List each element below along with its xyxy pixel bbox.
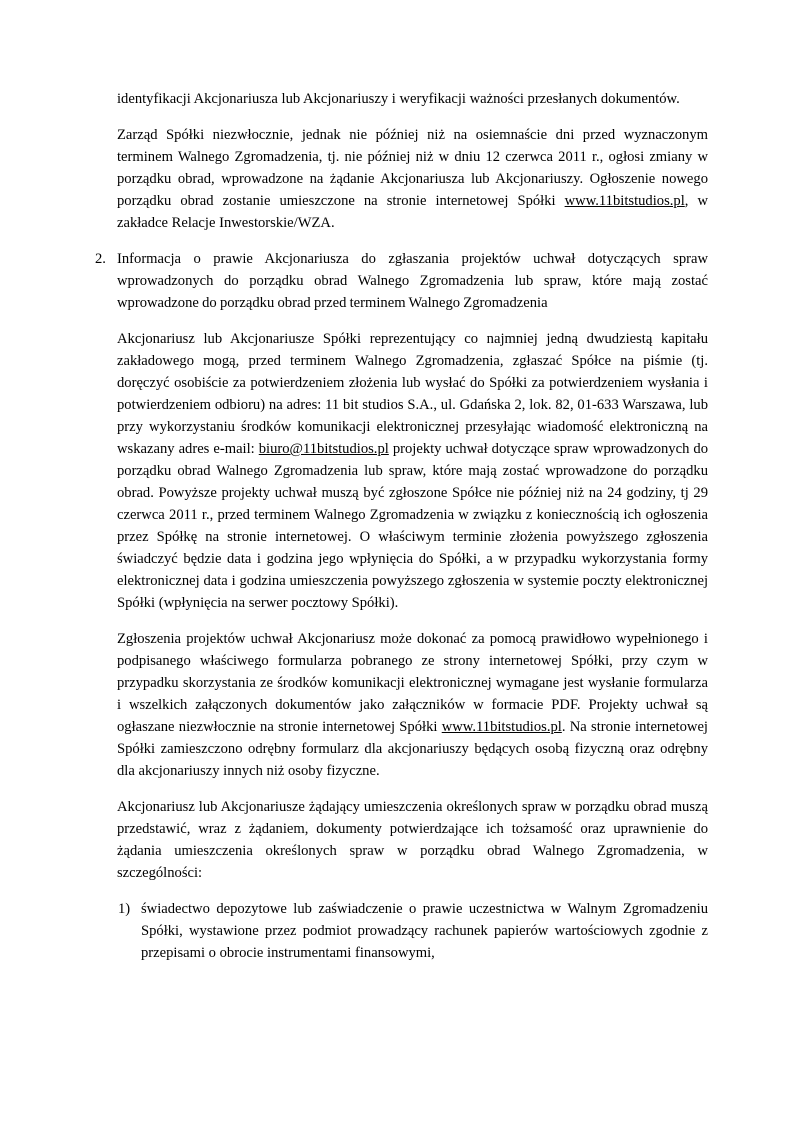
- numbered-item-2: [95, 248, 708, 314]
- paragraph-text-part-2: , w zakładce Relacje Inwestorskie/WZA.: [117, 193, 708, 231]
- paragraph-zgloszenia-projektow: [117, 628, 708, 782]
- paragraph-text-part-1: Akcjonariusz lub Akcjonariusze Spółki reprezentujący co najmniej jedną dwudziestą kapitału zakładowego mogą, przed terminem Walnego Zgromadzenia, zgłaszać Spółce na piśmie (tj. doręczyć osobiście za potwierdzeniem złożenia lub wysłać do Spółki za potwierdzeniem wysłania i potwierdzeniem odbioru) na adres: 11 bit studios S.A., ul. Gdańska 2, lok. 82, 01-633 Warszawa, lub przy wykorzystaniu środków komunikacji elektronicznej przesyłając wiadomość elektroniczną na wskazany adres e-mail:: [117, 331, 708, 457]
- list-marker: 2.: [95, 251, 106, 267]
- link-website-11bitstudios[interactable]: www.11bitstudios.pl: [564, 193, 685, 209]
- sub-item-1: [118, 898, 708, 964]
- paragraph-zarzad-spolki: [117, 124, 708, 234]
- link-email-biuro[interactable]: biuro@11bitstudios.pl: [258, 441, 389, 457]
- numbered-item-text: Informacja o prawie Akcjonariusza do zgłaszania projektów uchwał dotyczących spraw wprowadzonych do porządku obrad Walnego Zgromadzenia lub spraw, które mają zostać wprowadzone do porządku obrad przed terminem Walnego Zgromadzenia: [117, 251, 708, 311]
- document-body: [95, 88, 708, 964]
- paragraph-zadajacy-umieszczenia: [117, 796, 708, 884]
- paragraph-text-part-2: . Na stronie internetowej Spółki zamieszczono odrębny formularz dla akcjonariuszy będących osobą fizyczną oraz odrębny dla akcjonariuszy innych niż osoby fizyczne.: [117, 719, 708, 779]
- paragraph-identyfikacja: [117, 88, 708, 110]
- list-marker: 1): [118, 901, 131, 917]
- link-website-11bitstudios-2[interactable]: www.11bitstudios.pl: [441, 719, 562, 735]
- paragraph-text-part-1: Zgłoszenia projektów uchwał Akcjonariusz może dokonać za pomocą prawidłowo wypełnionego i podpisanego właściwego formularza pobranego ze strony internetowej Spółki, przy czym w przypadku skorzystania ze środków komunikacji elektronicznej wymagane jest wysłanie formularza i wszelkich załączonych dokumentów jako załączników w formacie PDF. Projekty uchwał są ogłaszane niezwłocznie na stronie internetowej Spółki: [117, 631, 708, 735]
- sub-item-text: świadectwo depozytowe lub zaświadczenie o prawie uczestnictwa w Walnym Zgromadzeniu Spółki, wystawione przez podmiot prowadzący rachunek papierów wartościowych zgodnie z przepisami o obrocie instrumentami finansowymi,: [141, 901, 708, 961]
- paragraph-text-part-1: Zarząd Spółki niezwłocznie, jednak nie później niż na osiemnaście dni przed wyznaczonym terminem Walnego Zgromadzenia, tj. nie później niż w dniu 12 czerwca 2011 r., ogłosi zmiany w porządku obrad, wprowadzone na żądanie Akcjonariusza lub Akcjonariuszy. Ogłoszenie nowego porządku obrad zostanie umieszczone na stronie internetowej Spółki: [117, 127, 708, 209]
- paragraph-text: identyfikacji Akcjonariusza lub Akcjonariuszy i weryfikacji ważności przesłanych dokumentów.: [117, 91, 680, 107]
- paragraph-text: Akcjonariusz lub Akcjonariusze żądający umieszczenia określonych spraw w porządku obrad muszą przedstawić, wraz z żądaniem, dokumenty potwierdzające ich tożsamość oraz uprawnienie do żądania umieszczenia określonych spraw w porządku obrad Walnego Zgromadzenia, w szczególności:: [117, 799, 708, 881]
- paragraph-akcjonariusz-reprezentujacy: [117, 328, 708, 614]
- paragraph-text-part-2: projekty uchwał dotyczące spraw wprowadzonych do porządku obrad Walnego Zgromadzenia lub spraw, które mają zostać wprowadzone do porządku obrad. Powyższe projekty uchwał muszą być zgłoszone Spółce nie później niż na 24 godziny, tj 29 czerwca 2011 r., przed terminem Walnego Zgromadzenia w związku z koniecznością ich ogłoszenia przez Spółkę na stronie internetowej. O właściwym terminie złożenia powyższego zgłoszenia świadczyć będzie data i godzina jego wpłynięcia do Spółki, a w przypadku wykorzystania formy elektronicznej data i godzina umieszczenia powyższego zgłoszenia w systemie poczty elektronicznej Spółki (wpłynięcia na serwer pocztowy Spółki).: [117, 441, 708, 611]
